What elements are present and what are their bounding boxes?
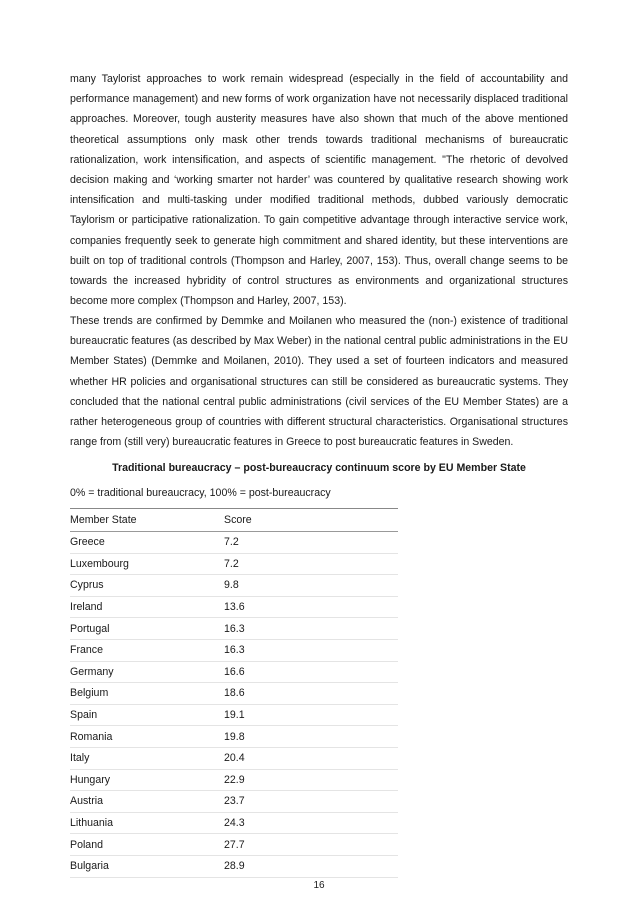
table-row (70, 834, 398, 856)
table-row (70, 661, 398, 683)
table-caption: Traditional bureaucracy – post-bureaucracy continuum score by EU Member State (112, 462, 526, 474)
member-state-cell: Belgium (70, 683, 224, 705)
table-row (70, 618, 398, 640)
score-cell: 24.3 (224, 812, 398, 834)
table-header-row (70, 509, 398, 532)
table-row (70, 747, 398, 769)
member-state-cell: Poland (70, 834, 224, 856)
header-member-state: Member State (70, 509, 224, 532)
table-row (70, 791, 398, 813)
member-state-cell: Cyprus (70, 575, 224, 597)
table-row (70, 596, 398, 618)
table-row (70, 726, 398, 748)
score-cell: 23.7 (224, 791, 398, 813)
member-state-cell: Romania (70, 726, 224, 748)
member-state-cell: Luxembourg (70, 553, 224, 575)
table-row (70, 704, 398, 726)
member-state-cell: Bulgaria (70, 855, 224, 877)
member-state-cell: Greece (70, 532, 224, 554)
score-cell: 7.2 (224, 553, 398, 575)
member-state-cell: Spain (70, 704, 224, 726)
score-cell: 16.3 (224, 618, 398, 640)
score-cell: 16.3 (224, 639, 398, 661)
body-paragraph: These trends are confirmed by Demmke and Moilanen who measured the (non-) existence of traditional bureaucratic features (as described by Max Weber) in the national central public administrations in the EU Member States) (Demmke and Moilanen, 2010). They used a set of fourteen indicators and measured whether HR policies and organisational structures can still be considered as bureaucratic systems. They concluded that the national central public administrations (civil services of the EU Member States) are a rather heterogeneous group of countries with different structural characteristics. Organisational structures range from (still very) bureaucratic features in Greece to post bureaucratic features in Sweden. (70, 315, 568, 449)
score-table (70, 508, 398, 878)
score-cell: 27.7 (224, 834, 398, 856)
page-number: 16 (313, 880, 325, 891)
table-row (70, 855, 398, 877)
score-cell: 19.1 (224, 704, 398, 726)
table-row (70, 769, 398, 791)
member-state-cell: Austria (70, 791, 224, 813)
member-state-cell: Lithuania (70, 812, 224, 834)
table-subtitle: 0% = traditional bureaucracy, 100% = post-bureaucracy (70, 487, 331, 499)
member-state-cell: Hungary (70, 769, 224, 791)
table-row (70, 575, 398, 597)
score-cell: 16.6 (224, 661, 398, 683)
score-cell: 9.8 (224, 575, 398, 597)
score-cell: 19.8 (224, 726, 398, 748)
header-score: Score (224, 509, 398, 532)
table-row (70, 683, 398, 705)
table-row (70, 639, 398, 661)
member-state-cell: France (70, 639, 224, 661)
score-cell: 20.4 (224, 747, 398, 769)
table-row (70, 553, 398, 575)
member-state-cell: Italy (70, 747, 224, 769)
score-cell: 13.6 (224, 596, 398, 618)
score-cell: 18.6 (224, 683, 398, 705)
member-state-cell: Portugal (70, 618, 224, 640)
body-paragraph: many Taylorist approaches to work remain widespread (especially in the field of accountability and performance management) and new forms of work organization have not necessarily displaced traditional approaches. Moreover, tough austerity measures have also shown that much of the above mentioned theoretical assumptions only mask other trends towards traditional mechanisms of bureaucratic rationalization, work intensification, and aspects of scientific management. "The rhetoric of devolved decision making and ‘working smarter not harder’ was countered by qualitative research showing work intensification and multi-tasking under modified traditional methods, dubbed variously democratic Taylorism or participative rationalization. To gain competitive advantage through interactive service work, companies frequently seek to generate high commitment and shared identity, but these interventions are built on top of traditional controls (Thompson and Harley, 2007, 153). Thus, overall change seems to be towards the increased hybridity of control structures as environments and organizational structures become more complex (Thompson and Harley, 2007, 153). (70, 73, 568, 308)
table-row (70, 532, 398, 554)
member-state-cell: Ireland (70, 596, 224, 618)
score-cell: 7.2 (224, 532, 398, 554)
member-state-cell: Germany (70, 661, 224, 683)
score-cell: 22.9 (224, 769, 398, 791)
score-cell: 28.9 (224, 855, 398, 877)
table-row (70, 812, 398, 834)
